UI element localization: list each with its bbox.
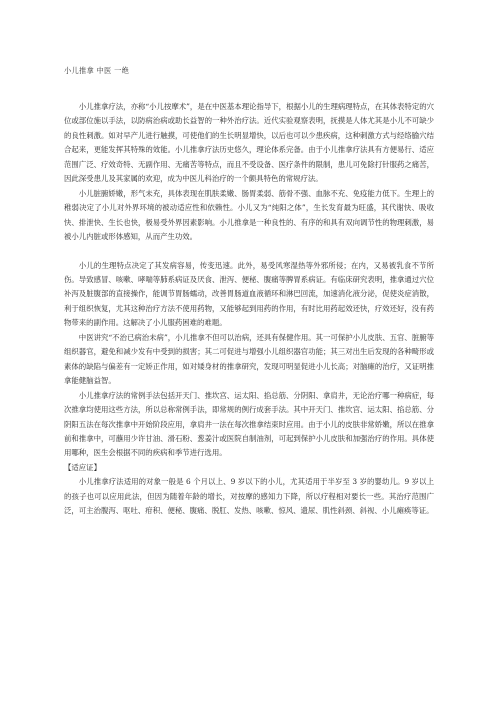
paragraph-prevention: 中医讲究“不治已病治未病”，小儿推拿不但可以治病，还具有保健作用。其一可保护小儿皮肤、五官、脏腑等组织器官，避免和减少发有中受到的损害；其二可促进与增强小儿组织器官功能；其三对出生后发现的各种畸形或素体的缺陷与偏差有一定矫正作用，如对矮身材的推拿研究，发现可明显促进小儿长高；对脑瘫的治疗，又证明推拿能健脑益智。 xyxy=(64,332,434,386)
paragraph-routine-techniques: 小儿推拿疗法的常例手法包括开天门、推坎宫、运太阳、掐总筋、分阴阳、拿肩井，无论治疗哪一种病症，每次推拿均使用这些方法，所以总称常例手法，即常规的例行成套手法。其中开天门、推坎宫、运太阳、掐总筋、分阴阳五法在每次推拿中开始阶段应用，拿肩井一法在每次推拿结束时应用。由于小儿的皮肤非常娇嫩，所以在推拿前和推拿中，可蘸用少许甘油、滑石粉、葱姜汁或医院自制油剂，可起到保护小儿皮肤和加强治疗的作用。具体使用哪种，医生会根据不同的疾病和季节进行选用。 xyxy=(64,390,434,458)
paragraph-intro: 小儿推拿疗法，亦称“小儿按摩术”，是在中医基本理论指导下，根据小儿的生理病理特点，在其体表特定的穴位或部位施以手法，以防病治病或助长益智的一种外治疗法。近代实验观察表明，抚摸是人体尤其是小儿不可缺少的良性刺激。如对早产儿进行触摸，可使他们的生长明显增快，以后也可以少患疾病，这种刺激方式与经络腧穴结合起来，更能发挥其特殊的效能。小儿推拿疗法历史悠久，理论体系完备。由于小儿推拿疗法具有方便易行、适应范围广泛、疗效奇特、无副作用、无痛苦等特点，而且不受设备、医疗条件的限制，患儿可免除打针服药之痛苦，因此深受患儿及其家属的欢迎，成为中医儿科治疗的一个颇具特色的常规疗法。 xyxy=(64,102,434,184)
section-heading-indication: 【适应证】 xyxy=(64,462,101,472)
paragraph-gap xyxy=(64,245,434,259)
paragraph-pathology: 小儿的生理特点决定了其发病容易，传变迅速。此外，易受风寒湿热等外邪所侵；在内，又易被乳食不节所伤。导致感冒、咳嗽、哮喘等肺系病证及厌食、泄泻、便秘、腹痛等脾胃系病证。有临床研究表明，推拿通过穴位补泻及脏腹部的直接操作，能调节胃肠蠕动，改善胃肠道血液循环和淋巴回流，加速消化液分泌，促使炎症消散，利于组织恢复，尤其这种治疗方法不使用药物，又能够起到用药的作用，有时比用药起效还快，疗效还好，没有药物带来的副作用。这解决了小儿服药困难的难题。 xyxy=(64,260,434,328)
paragraph-physiology: 小儿脏腑娇嫩，形气未充，具体表现在肌肤柔嫩、肠胃柔弱、筋骨不强、血脉不充、免疫能力低下。生理上的稚弱决定了小儿对外界环境的被动适应性和依赖性。小儿又为“纯阳之体”，生长发育最为旺盛，其代谢快、吸收快、排泄快、生长也快，极易受外界因素影响。小儿推拿是一种良性的、有序的和具有双向调节性的物理刺激，易被小儿内脏或形体感知，从而产生功效。 xyxy=(64,188,434,242)
document-body xyxy=(64,100,434,519)
document-header: 小儿推拿 中医 一绝 xyxy=(64,66,130,75)
paragraph-indication: 小儿推拿疗法适用的对象一般是 6 个月以上、9 岁以下的小儿，尤其适用于半岁至 3 岁的婴幼儿。9 岁以上的孩子也可以应用此法，但因为随着年龄的增长，对按摩的感知力下降，所以疗程相对要长一些。其治疗范围广泛，可主治腹泻、呕吐、疳积、便秘、腹痛、脱肛、发热、咳嗽、惊风、遗尿、肌性斜颈、斜视、小儿瘫痪等证。 xyxy=(64,477,434,516)
